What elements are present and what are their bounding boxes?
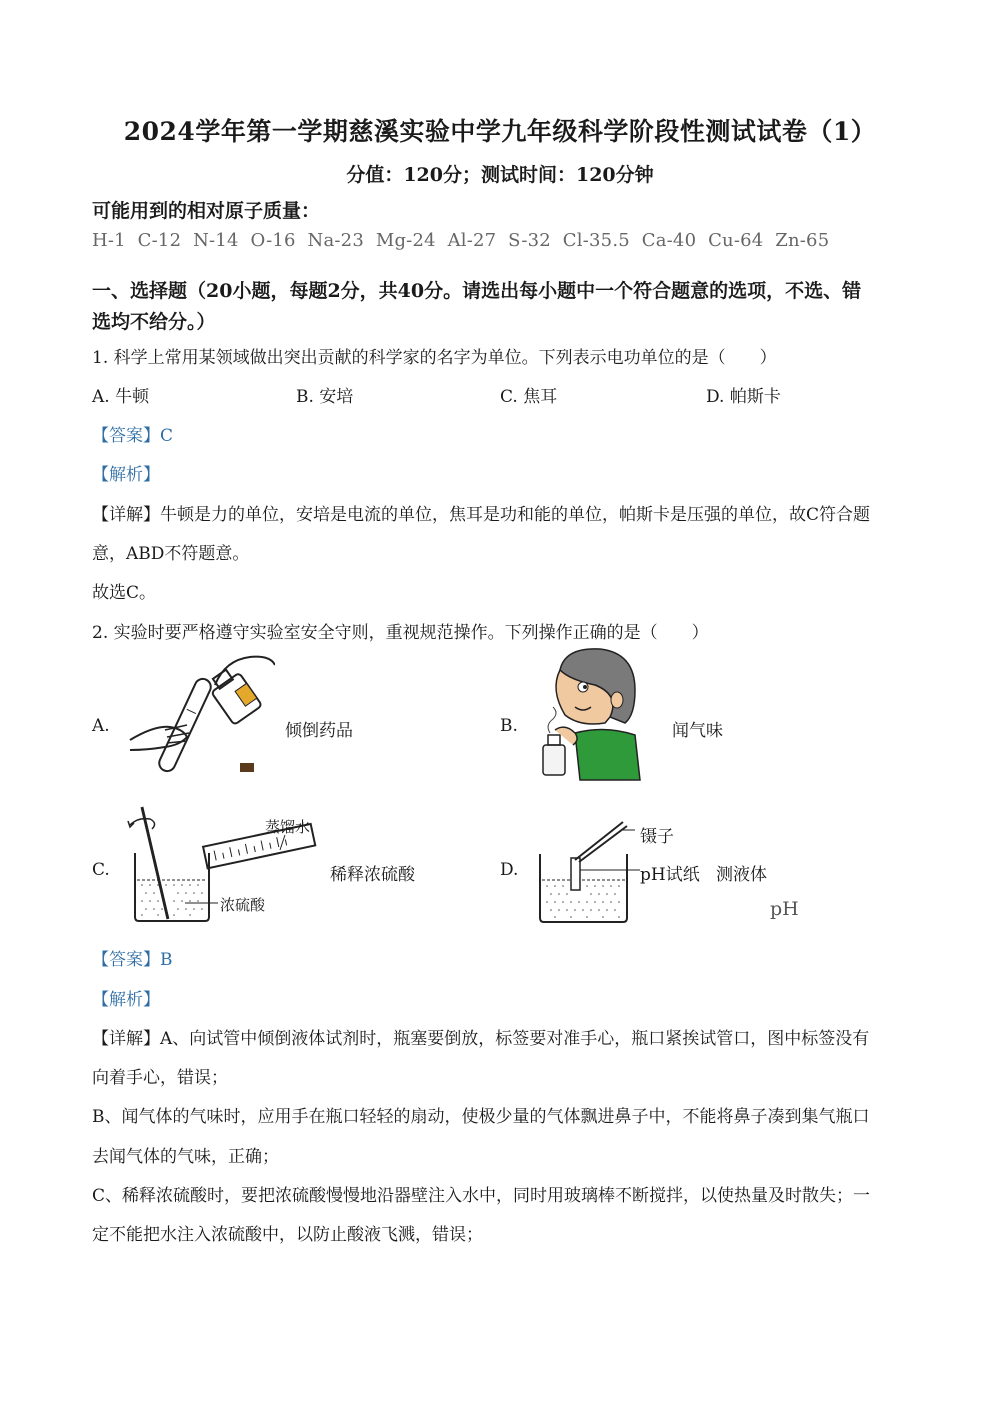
pouring-reagent-diagram — [125, 655, 275, 780]
q2-option-d-caption: 测液体 — [716, 865, 767, 885]
q2-option-d-tweezers-label: 镊子 — [640, 827, 674, 847]
q2-detail-b-line1: B、闻气体的气味时，应用手在瓶口轻轻的扇动，使极少量的气体飘进鼻子中，不能将鼻子凑到集气瓶口 — [92, 1107, 870, 1127]
q1-detail-line2: 意，ABD不符题意。 — [92, 544, 250, 564]
q2-option-c-acid-label: 浓硫酸 — [220, 896, 266, 914]
q2-option-d-caption-ph: pH — [770, 898, 799, 920]
q2-option-d-paper-label: pH试纸 — [640, 865, 700, 885]
q2-stem: 2. 实验时要严格遵守实验室安全守则，重视规范操作。下列操作正确的是（ ） — [92, 623, 709, 643]
q2-option-a-letter: A. — [92, 716, 110, 736]
page-subtitle: 分值：120分；测试时间：120分钟 — [346, 164, 654, 186]
q2-option-b-caption: 闻气味 — [672, 721, 723, 741]
q2-option-d-letter: D. — [500, 860, 519, 880]
atomic-mass-label: 可能用到的相对原子质量： — [92, 200, 321, 222]
ph-test-diagram — [535, 818, 645, 928]
q2-analysis: 【解析】 — [92, 990, 160, 1010]
q2-option-a-caption: 倾倒药品 — [285, 721, 353, 741]
q1-option-b: B. 安培 — [296, 387, 354, 407]
q2-detail-b-line2: 去闻气体的气味，正确； — [92, 1147, 279, 1167]
q1-conclusion: 故选C。 — [92, 583, 157, 603]
q2-detail-a-line2: 向着手心，错误； — [92, 1068, 228, 1088]
q2-detail-a-line1: 【详解】A、向试管中倾倒液体试剂时，瓶塞要倒放，标签要对准手心，瓶口紧挨试管口，图中标签没有 — [92, 1029, 870, 1049]
q2-detail-c-line2: 定不能把水注入浓硫酸中，以防止酸液飞溅，错误； — [92, 1225, 483, 1245]
section-heading-line2: 选均不给分。） — [92, 311, 216, 333]
q2-answer: 【答案】B — [92, 950, 173, 970]
smelling-gas-diagram — [535, 645, 645, 785]
q2-option-c-letter: C. — [92, 860, 110, 880]
q1-option-d: D. 帕斯卡 — [706, 387, 781, 407]
q2-detail-c-line1: C、稀释浓硫酸时，要把浓硫酸慢慢地沿器壁注入水中，同时用玻璃棒不断搅拌，以使热量及时散失；一 — [92, 1186, 871, 1206]
q1-option-a: A. 牛顿 — [92, 387, 150, 407]
page-title: 2024学年第一学期慈溪实验中学九年级科学阶段性测试试卷（1） — [123, 117, 877, 146]
q2-option-c-caption: 稀释浓硫酸 — [330, 865, 415, 885]
section-heading-line1: 一、选择题（20小题，每题2分，共40分。请选出每小题中一个符合题意的选项，不选、错 — [92, 280, 862, 302]
q2-option-b-letter: B. — [500, 716, 518, 736]
q1-stem: 1. 科学上常用某领域做出突出贡献的科学家的名字为单位。下列表示电功单位的是（ ） — [92, 348, 777, 368]
q1-analysis: 【解析】 — [92, 465, 160, 485]
atomic-mass-values: H-1 C-12 N-14 O-16 Na-23 Mg-24 Al-27 S-32 Cl-35.5 Ca-40 Cu-64 Zn-65 — [92, 230, 830, 251]
q1-answer: 【答案】C — [92, 426, 174, 446]
q2-option-c-water-label: 蒸馏水 — [265, 818, 311, 836]
q1-detail-line1: 【详解】牛顿是力的单位，安培是电流的单位，焦耳是功和能的单位，帕斯卡是压强的单位，故C符合题 — [92, 505, 871, 525]
q1-option-c: C. 焦耳 — [500, 387, 558, 407]
